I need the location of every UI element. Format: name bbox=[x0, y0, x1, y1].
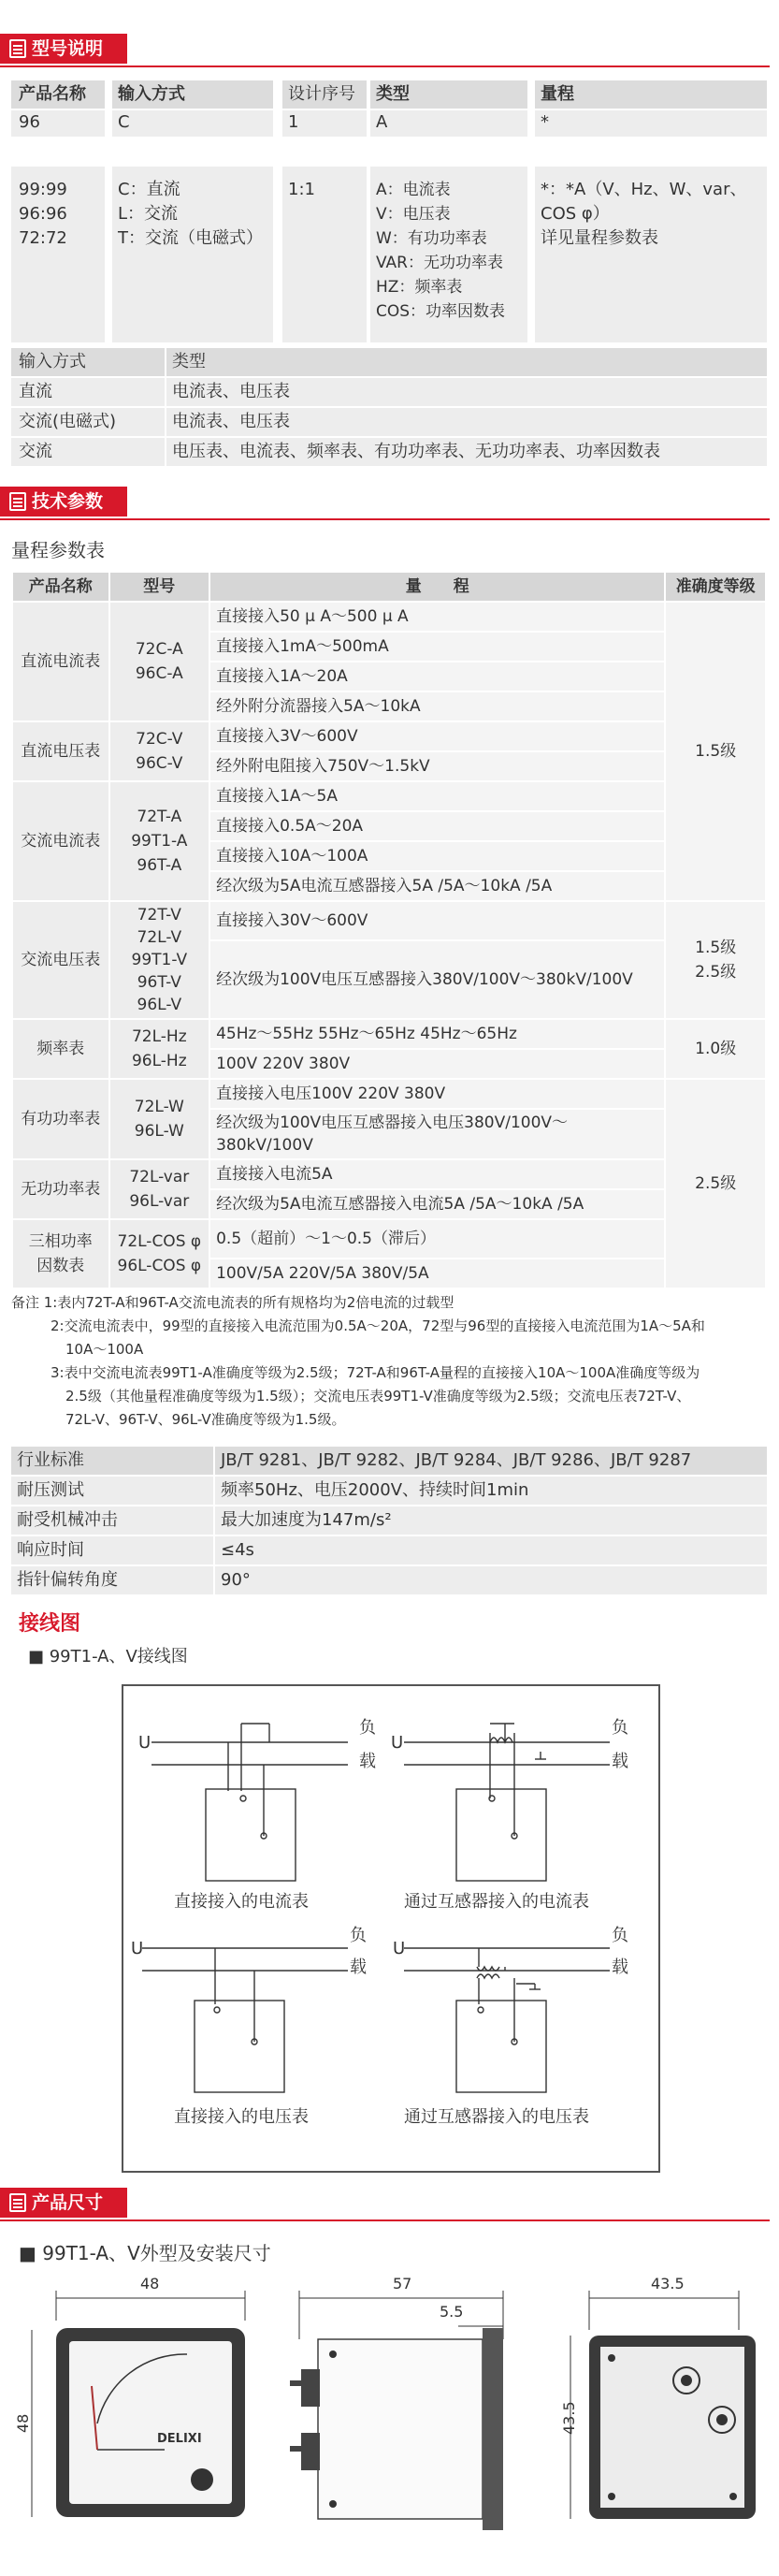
document-icon bbox=[9, 2193, 26, 2212]
wiring-diagram bbox=[122, 1684, 660, 2173]
load-label-1a: 负 bbox=[359, 1718, 376, 1738]
range-table: 产品名称 型号 量 程 准确度等级 直流电流表 72C-A 96C-A 直接接入50 μ A～500 μ A 1.5级 直接接入1mA～500mA 直接接入1A～20A 经外附分流器接入5A～10kA 直流电压表 72C-V 96C-V 直接接入3V～600V 经外附电阻接入750V～1.5kV 交流电流表 72T-A 99T1-A 96T-A 直接接入1A～5A 直接接入0.5A～20A 直接接入10A～100A 经次级为5A电流互感器接入5A /5A～10kA /5A 交流电压表 72T-V 72L-V 99T1-V 96T-V 96L-V 直接接入30V～600V 1.5级 2.5级 经次级为100V电压互感器接入380V/100V～380kV/100V 频率表 72L-Hz 96L-Hz 45Hz～55Hz 55Hz～65Hz 45Hz～65Hz 1.0级 100V 220V 380V 有功功率表 72L-W 96L-W 直接接入电压100V 220V 380V 2.5级 经次级为100V电压互感器接入电压380V/100V～ 380kV/100V 无功功率表 72L-var 96L-var 直接接入电流5A 经次级为5A电流互感器接入电流5A /5A～10kA /5A 三相功率 因数表 72L-COS φ 96L-COS φ 0.5（超前）～1～0.5（滞后） 100V/5A 220V/5A 380V/5A bbox=[11, 571, 767, 1289]
load-label-2b: 载 bbox=[612, 1752, 628, 1771]
dim-depth-57: 57 bbox=[393, 2275, 412, 2292]
brand-logo: DELIXI bbox=[157, 2432, 202, 2446]
dim-back-height-43-5: 43.5 bbox=[560, 2401, 578, 2435]
standards-table: 行业标准 JB/T 9281、JB/T 9282、JB/T 9284、JB/T 9286、JB/T 9287 耐压测试 频率50Hz、电压2000V、持续时间1min 耐受机械冲击 最大加速度为147m/s² 响应时间 ≤4s 指针偏转角度 90° bbox=[11, 1447, 767, 1596]
model-sample-input: C bbox=[112, 110, 273, 137]
model-header-range: 量程 bbox=[535, 80, 767, 109]
model-types: A：电流表 V：电压表 W：有功功率表 VAR：无功功率表 HZ：频率表 COS：功率因数表 bbox=[370, 167, 527, 342]
model-header-type: 类型 bbox=[370, 80, 527, 109]
document-icon bbox=[9, 39, 26, 58]
model-sample-design: 1 bbox=[282, 110, 367, 137]
wiring-title: 接线图 bbox=[19, 1612, 81, 1636]
model-header-name: 产品名称 bbox=[11, 80, 105, 109]
section-header-model: 型号说明 bbox=[0, 32, 779, 69]
u-label-3: U bbox=[131, 1939, 144, 1958]
dimension-drawing bbox=[0, 2264, 779, 2564]
dimension-subtitle: ■ 99T1-A、V外型及安装尺寸 bbox=[19, 2242, 271, 2264]
u-label-4: U bbox=[393, 1939, 406, 1958]
model-design: 1:1 bbox=[282, 167, 367, 342]
dim-back-width-43-5: 43.5 bbox=[651, 2275, 685, 2292]
load-label-4b: 载 bbox=[612, 1957, 628, 1977]
dim-bezel-5-5: 5.5 bbox=[440, 2303, 464, 2321]
load-label-1b: 载 bbox=[359, 1752, 376, 1771]
load-label-4a: 负 bbox=[612, 1926, 628, 1945]
wiring-diagram-svg bbox=[123, 1686, 658, 2171]
model-sample-range: * bbox=[535, 110, 767, 137]
document-icon bbox=[9, 492, 26, 511]
model-inputs: C：直流 L：交流 T：交流（电磁式） bbox=[112, 167, 273, 342]
wiring-subtitle: ■ 99T1-A、V接线图 bbox=[28, 1647, 188, 1666]
section-header-tech: 技术参数 bbox=[0, 485, 779, 522]
model-header-design: 设计序号 bbox=[282, 80, 367, 109]
model-sample-name: 96 bbox=[11, 110, 105, 137]
model-header-input: 输入方式 bbox=[112, 80, 273, 109]
model-ranges: *：*A（V、Hz、W、var、 COS φ） 详见量程参数表 bbox=[535, 167, 767, 342]
load-label-3b: 载 bbox=[350, 1957, 367, 1977]
dim-width-48: 48 bbox=[140, 2275, 160, 2292]
model-names: 99:99 96:96 72:72 bbox=[11, 167, 105, 342]
zero-adjust-screw bbox=[191, 2468, 213, 2491]
range-table-title: 量程参数表 bbox=[11, 539, 105, 561]
table-notes: 备注 1:表内72T-A和96T-A交流电流表的所有规格均为2倍电流的过载型 2:交流电流表中，99型的直接接入电流范围为0.5A～20A，72型与96型的直接接入电流范围为1A～5A和 10A～100A 3:表中交流电流表99T1-A准确度等级为2.5级；72T-A和96T-A量程的直接接入10A～100A准确度等级为 2.5级（其他量程准确度等级为1.5级）；交流电压表99T1-V准确度等级为2.5级；交流电压表72T-V、 72L-V、96T-V、96L-V准确度等级为1.5级。 bbox=[11, 1294, 705, 1428]
meter-side-bezel bbox=[483, 2328, 503, 2530]
caption-1: 直接接入的电流表 bbox=[174, 1892, 309, 1912]
model-sample-type: A bbox=[370, 110, 527, 137]
dim-height-48: 48 bbox=[14, 2413, 32, 2433]
u-label-2: U bbox=[391, 1733, 404, 1753]
meter-back-plate bbox=[600, 2347, 744, 2508]
caption-3: 直接接入的电压表 bbox=[174, 2107, 309, 2127]
meter-side-body bbox=[318, 2339, 483, 2519]
caption-4: 通过互感器接入的电压表 bbox=[404, 2107, 589, 2127]
load-label-3a: 负 bbox=[350, 1926, 367, 1945]
section-header-size: 产品尺寸 bbox=[0, 2186, 779, 2223]
u-label-1: U bbox=[138, 1733, 151, 1753]
caption-2: 通过互感器接入的电流表 bbox=[404, 1892, 589, 1912]
load-label-2a: 负 bbox=[612, 1718, 628, 1738]
